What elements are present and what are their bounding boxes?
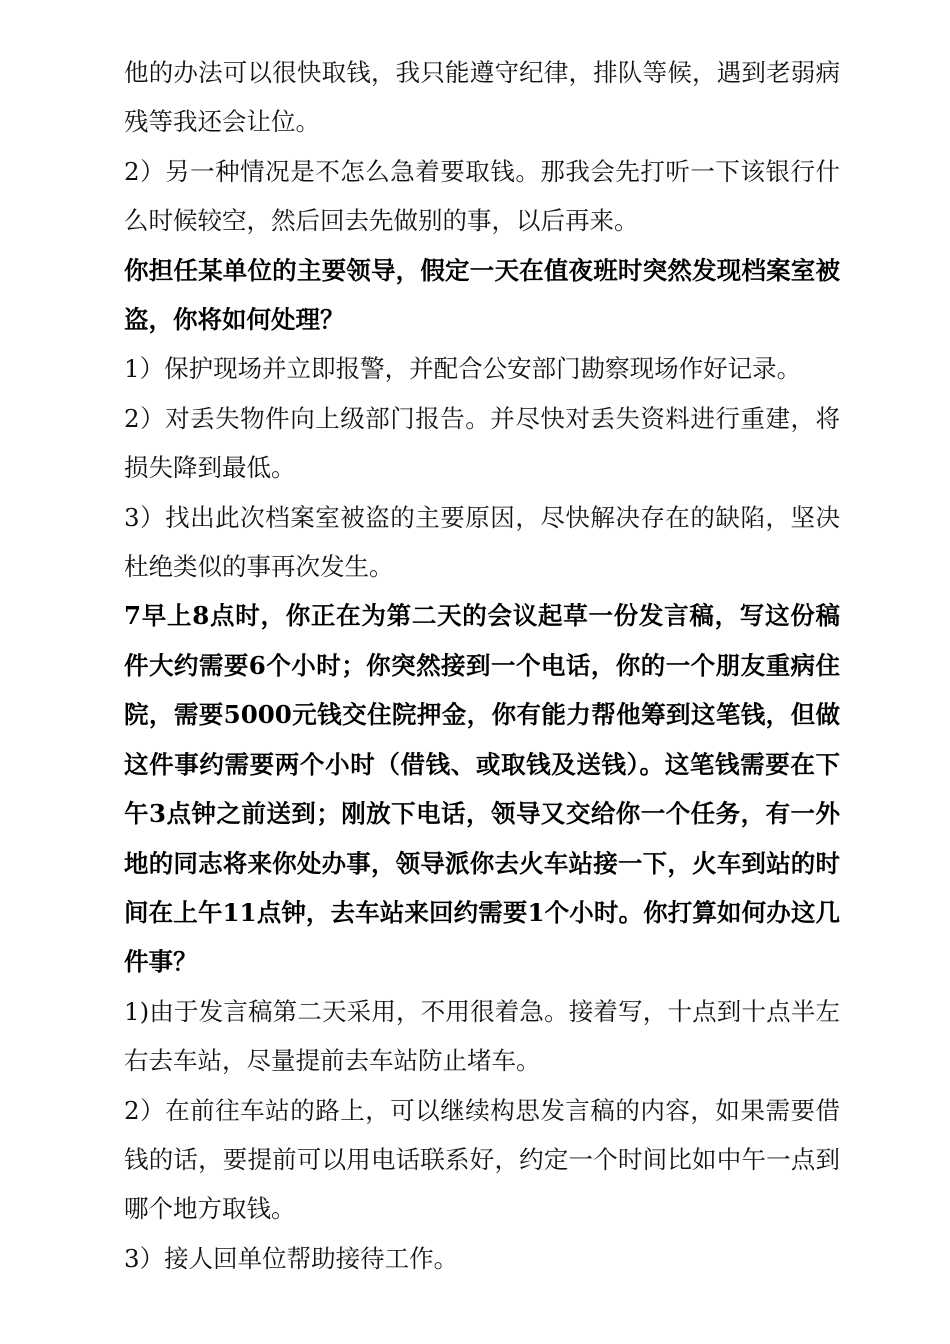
- question-archive-theft: 你担任某单位的主要领导，假定一天在值夜班时突然发现档案室被盗，你将如何处理？: [124, 255, 840, 335]
- answer-archive-1: 1）保护现场并立即报警，并配合公安部门勘察现场作好记录。: [124, 354, 802, 384]
- question-schedule: 7早上8点时，你正在为第二天的会议起草一份发言稿，写这份稿件大约需要6个小时；你突然接到一个电话，你的一个朋友重病住院，需要5000元钱交住院押金，你有能力帮他筹到这笔钱，但做这件事约需要两个小时（借钱、或取钱及送钱）。这笔钱需要在下午3点钟之前送到；刚放下电话，领导又交给你一个任务，有一外地的同志将来你处办事，领导派你去火车站接一下，火车到站的时间在上午11点钟，去车站来回约需要1个小时。你打算如何办这几件事？: [124, 601, 840, 977]
- answer-archive-2: 2）对丢失物件向上级部门报告。并尽快对丢失资料进行重建，将损失降到最低。: [124, 403, 840, 483]
- document-body: [124, 48, 840, 1283]
- answer-schedule-2: 2）在前往车站的路上，可以继续构思发言稿的内容，如果需要借钱的话，要提前可以用电话联系好，约定一个时间比如中午一点到哪个地方取钱。: [124, 1095, 840, 1224]
- paragraph-2: 2）另一种情况是不怎么急着要取钱。那我会先打听一下该银行什么时候较空，然后回去先做别的事，以后再来。: [124, 156, 840, 236]
- answer-schedule-1: 1)由于发言稿第二天采用，不用很着急。接着写，十点到十点半左右去车站，尽量提前去车站防止堵车。: [124, 996, 840, 1076]
- answer-archive-3: 3）找出此次档案室被盗的主要原因，尽快解决存在的缺陷，坚决杜绝类似的事再次发生。: [124, 502, 840, 582]
- answer-schedule-3: 3）接人回单位帮助接待工作。: [124, 1243, 459, 1273]
- paragraph-1: 他的办法可以很快取钱，我只能遵守纪律，排队等候，遇到老弱病残等我还会让位。: [124, 58, 840, 137]
